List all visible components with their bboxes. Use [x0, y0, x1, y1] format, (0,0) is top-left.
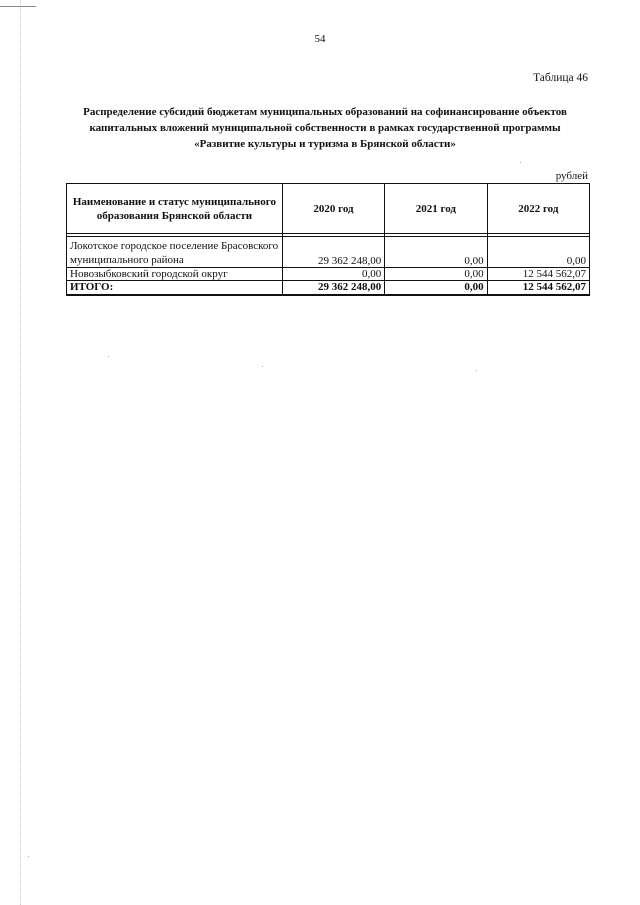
page-number: 54: [314, 33, 326, 45]
scan-speck: [108, 356, 109, 357]
table-label: Таблица 46: [533, 72, 588, 84]
total-label: ИТОГО:: [67, 281, 283, 296]
table-header-row: [67, 184, 590, 234]
table-row: [67, 268, 590, 281]
title-line-3: «Развитие культуры и туризма в Брянской области»: [194, 138, 456, 150]
header-2022: 2022 год: [487, 184, 589, 234]
row-value-2022: 0,00: [487, 237, 589, 268]
title-line-1: Распределение субсидий бюджетам муниципальных образований на софинансирование объектов: [83, 106, 567, 118]
header-municipality: Наименование и статус муниципального образования Брянской области: [67, 184, 283, 234]
unit-label: рублей: [555, 170, 588, 182]
subsidy-table: [66, 183, 590, 296]
row-value-2020: 29 362 248,00: [282, 237, 384, 268]
header-2020: 2020 год: [282, 184, 384, 234]
table-total-row: [67, 281, 590, 296]
scan-speck: [520, 162, 521, 163]
row-value-2021: 0,00: [385, 237, 487, 268]
scan-edge-line: [20, 0, 21, 905]
row-value-2020: 0,00: [282, 268, 384, 281]
row-name: Локотское городское поселение Брасовского муниципального района: [67, 237, 283, 268]
row-value-2021: 0,00: [385, 268, 487, 281]
total-value-2021: 0,00: [385, 281, 487, 296]
row-name: Новозыбковский городской округ: [67, 268, 283, 281]
total-value-2020: 29 362 248,00: [282, 281, 384, 296]
scan-speck: [262, 366, 263, 367]
scan-top-mark: [0, 6, 36, 7]
row-value-2022: 12 544 562,07: [487, 268, 589, 281]
scan-speck: [28, 856, 29, 857]
title-line-2: капитальных вложений муниципальной собственности в рамках государственной программы: [89, 122, 561, 134]
header-2021: 2021 год: [385, 184, 487, 234]
scan-speck: [476, 370, 477, 371]
document-title: [60, 104, 590, 152]
total-value-2022: 12 544 562,07: [487, 281, 589, 296]
table-row: [67, 237, 590, 268]
